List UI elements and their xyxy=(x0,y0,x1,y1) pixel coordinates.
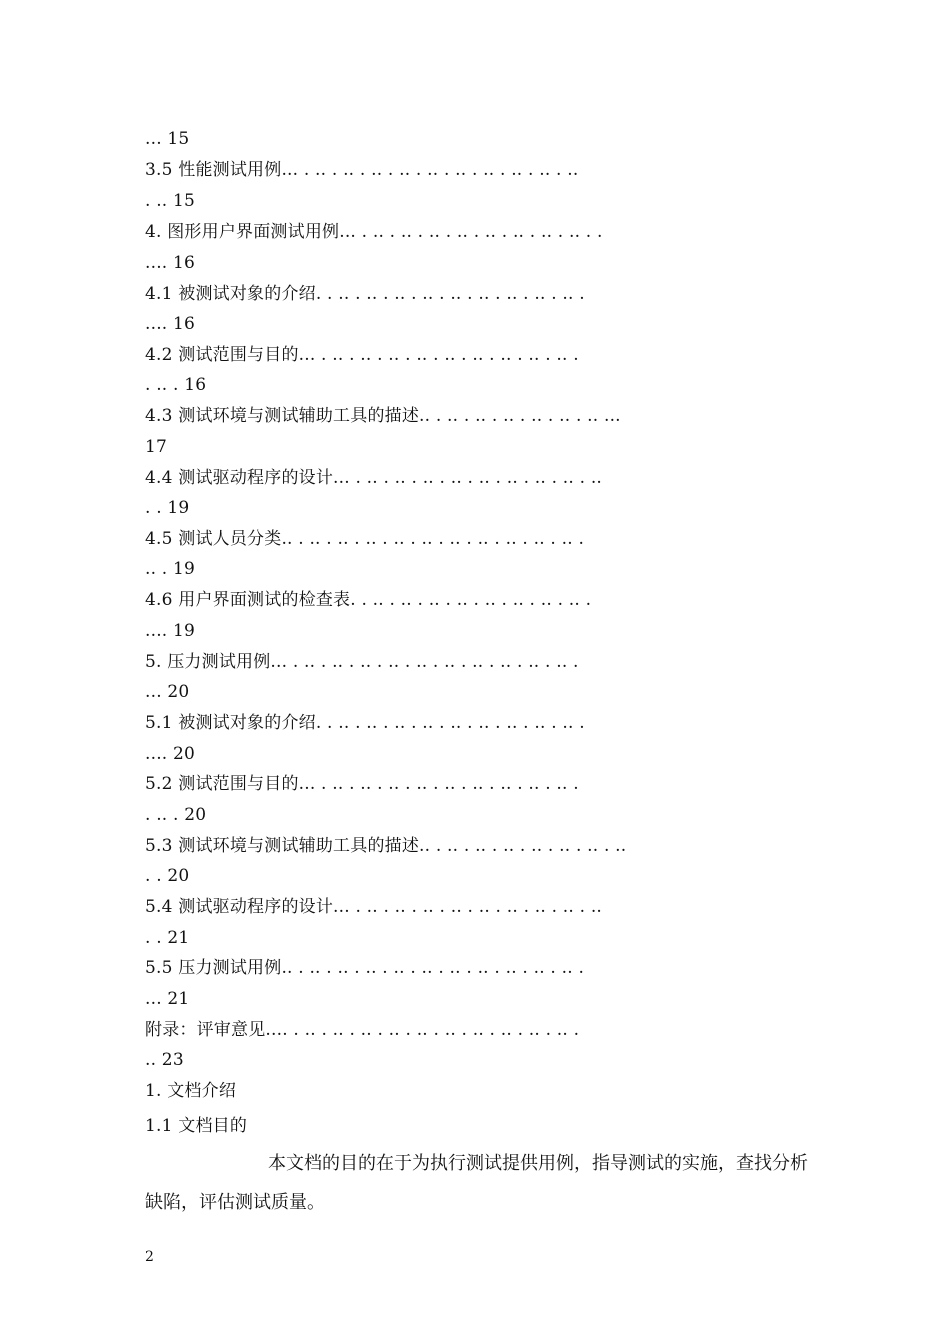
toc-line: 4.4 测试驱动程序的设计... . .. . .. . .. . .. . .. . .. . .. . .. . .. xyxy=(145,468,603,488)
toc-line: 5.4 测试驱动程序的设计... . .. . .. . .. . .. . .. . .. . .. . .. . .. xyxy=(145,897,603,917)
toc-line: . . 19 xyxy=(145,498,190,518)
toc-line: .... 16 xyxy=(145,253,196,273)
toc-line: 5.1 被测试对象的介绍. . .. . .. . .. . .. . .. . .. . .. . .. . .. . xyxy=(145,713,585,733)
toc-line: 4.5 测试人员分类.. . .. . .. . .. . .. . .. . .. . .. . .. . .. . .. . xyxy=(145,529,585,549)
toc-line: 5.5 压力测试用例.. . .. . .. . .. . .. . .. . .. . .. . .. . .. . .. . xyxy=(145,958,585,978)
toc-line: ... 20 xyxy=(145,682,190,702)
toc-line: 3.5 性能测试用例... . .. . .. . .. . .. . .. . .. . .. . .. . .. . .. xyxy=(145,160,579,180)
toc-line: . .. . 20 xyxy=(145,805,207,825)
toc-line: 17 xyxy=(145,437,168,457)
toc-line: . . 21 xyxy=(145,928,190,948)
toc-line: .... 16 xyxy=(145,314,196,334)
toc-line: .... 19 xyxy=(145,621,196,641)
toc-line: . . 20 xyxy=(145,866,190,886)
toc-line: 5.3 测试环境与测试辅助工具的描述.. . .. . .. . .. . .. . .. . .. . .. xyxy=(145,836,627,856)
toc-line: 4.3 测试环境与测试辅助工具的描述.. . .. . .. . .. . .. . .. . .. ... xyxy=(145,406,621,426)
toc-line: .... 20 xyxy=(145,744,196,764)
page-number: 2 xyxy=(145,1249,154,1265)
toc-line: . .. 15 xyxy=(145,191,196,211)
toc-line: 4.2 测试范围与目的... . .. . .. . .. . .. . .. . .. . .. . .. . .. . xyxy=(145,345,579,365)
toc-line: .. . 19 xyxy=(145,559,196,579)
toc-line: 4. 图形用户界面测试用例... . .. . .. . .. . .. . .. . .. . .. . .. . . xyxy=(145,222,603,242)
toc-line: . .. . 16 xyxy=(145,375,207,395)
subsection-heading: 1.1 文档目的 xyxy=(145,1116,248,1136)
toc-line: 附录：评审意见.... . .. . .. . .. . .. . .. . .. . .. . .. . .. . .. . xyxy=(145,1020,580,1040)
section-heading: 1. 文档介绍 xyxy=(145,1081,237,1101)
toc-line: ... 15 xyxy=(145,129,190,149)
paragraph-text: 本文档的目的在于为执行测试提供用例，指导测试的实施，查找分析缺陷，评估测试质量。 xyxy=(145,1153,808,1213)
body-paragraph xyxy=(145,1144,813,1222)
toc-line: 4.1 被测试对象的介绍. . .. . .. . .. . .. . .. . .. . .. . .. . .. . xyxy=(145,284,585,304)
toc-line: .. 23 xyxy=(145,1050,184,1070)
toc-line: 5.2 测试范围与目的... . .. . .. . .. . .. . .. . .. . .. . .. . .. . xyxy=(145,774,579,794)
toc-line: 4.6 用户界面测试的检查表. . .. . .. . .. . .. . .. . .. . .. . .. . xyxy=(145,590,592,610)
toc-line: 5. 压力测试用例... . .. . .. . .. . .. . .. . .. . .. . .. . .. . .. . xyxy=(145,652,579,672)
toc-line: ... 21 xyxy=(145,989,190,1009)
